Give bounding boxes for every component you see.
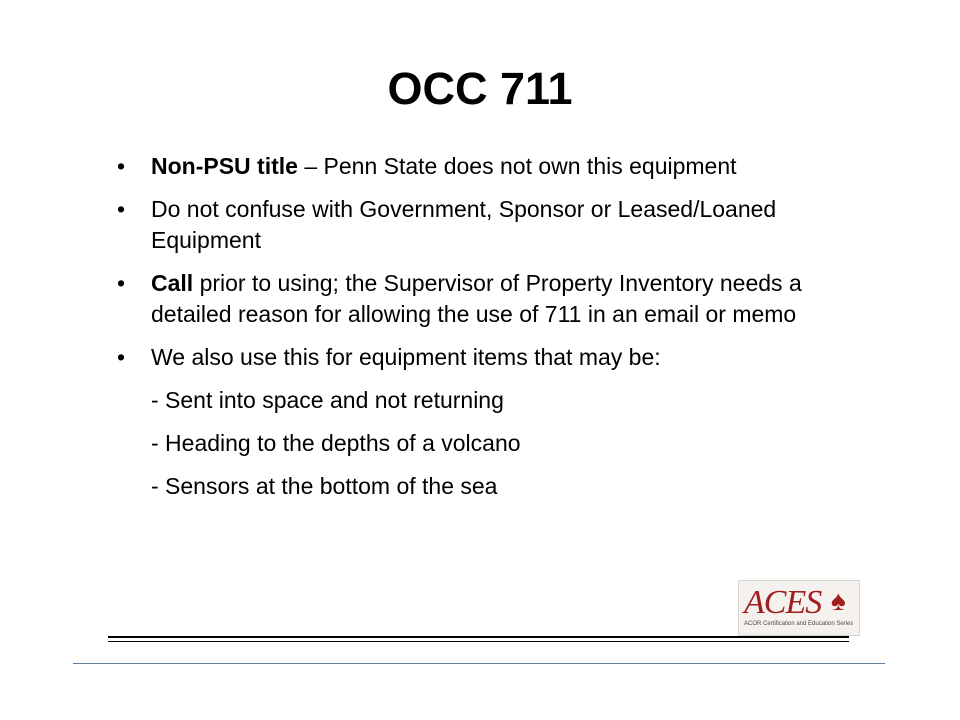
spade-icon: ♠ bbox=[831, 585, 846, 616]
sub-item-volcano: - Heading to the depths of a volcano bbox=[151, 430, 521, 456]
bullet-text: We also use this for equipment items that may be: bbox=[151, 344, 661, 370]
logo-tagline: ACOR Certification and Education Series bbox=[744, 621, 854, 627]
divider-thin bbox=[108, 641, 849, 642]
bullet-dot-icon: • bbox=[117, 153, 126, 179]
divider-thick bbox=[108, 636, 849, 638]
bullet-item-do-not-confuse bbox=[113, 194, 833, 256]
bullet-item-call-prior bbox=[113, 268, 833, 330]
bullet-text: Do not confuse with Government, Sponsor or Leased/Loaned Equipment bbox=[151, 196, 777, 253]
logo-wordmark: ACES bbox=[744, 584, 822, 621]
bullet-list bbox=[113, 151, 833, 514]
bullet-emphasis: Call bbox=[151, 270, 194, 296]
bullet-dot-icon: • bbox=[117, 196, 126, 222]
aces-logo bbox=[738, 580, 860, 636]
bullet-item-non-psu-title bbox=[113, 151, 833, 182]
bullet-text: prior to using; the Supervisor of Property Inventory needs a detailed reason for allowing the use of 711 in an email or memo bbox=[151, 270, 802, 327]
bullet-item-we-also-use bbox=[113, 342, 833, 373]
bullet-dot-icon: • bbox=[117, 344, 126, 370]
slide-title: OCC 711 bbox=[387, 63, 573, 114]
bullet-dot-icon: • bbox=[117, 270, 126, 296]
sub-item-space: - Sent into space and not returning bbox=[151, 387, 504, 413]
bullet-emphasis: Non-PSU title bbox=[151, 153, 298, 179]
sub-item-sea: - Sensors at the bottom of the sea bbox=[151, 473, 498, 499]
bullet-text: – Penn State does not own this equipment bbox=[297, 153, 737, 179]
footer-rule bbox=[73, 663, 885, 664]
